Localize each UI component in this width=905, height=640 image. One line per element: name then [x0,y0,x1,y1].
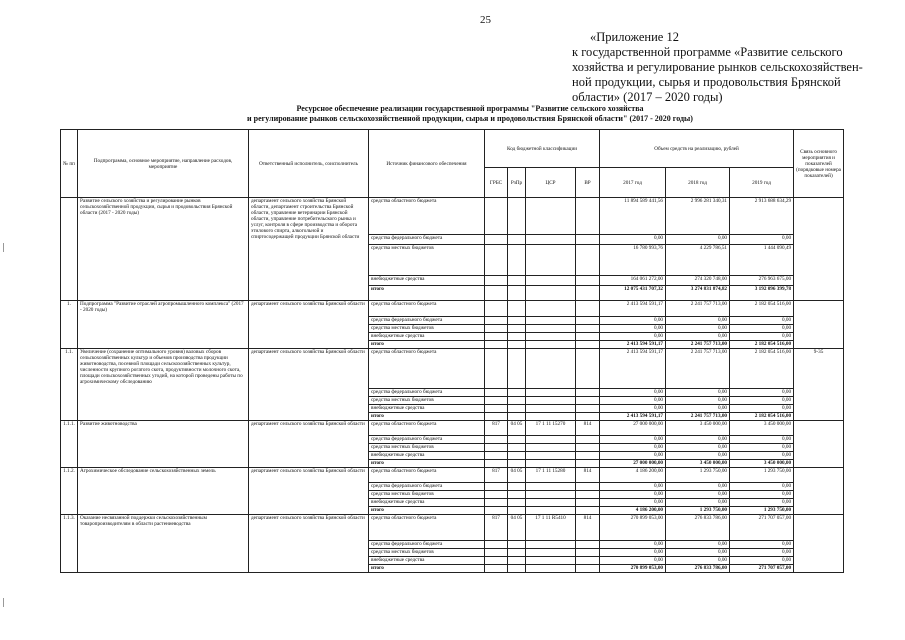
amount-2019: 1 293 750,00 [730,468,794,483]
responsible-executor: департамент сельского хозяйства Брянской области [249,349,369,421]
appendix-line-2: к государственной программе «Развитие сельского [572,45,843,59]
code-csr [526,286,576,301]
code-rzpr [508,507,526,515]
funding-source: средства местных бюджетов [369,397,485,405]
amount-2018: 0,00 [666,541,730,549]
code-vr [576,397,600,405]
code-csr [526,235,576,245]
amount-2017: 0,00 [600,317,666,325]
code-grbs: 817 [485,421,508,436]
code-csr: 17 1 11 15280 [526,468,576,483]
code-vr [576,317,600,325]
code-grbs [485,499,508,507]
code-vr [576,276,600,286]
code-grbs [485,565,508,573]
amount-2018: 3 274 831 874,82 [666,286,730,301]
funding-source: средства местных бюджетов [369,245,485,276]
amount-2018: 3 450 000,00 [666,421,730,436]
amount-2017: 0,00 [600,549,666,557]
code-csr [526,507,576,515]
code-vr [576,491,600,499]
code-grbs [485,198,508,235]
code-vr [576,301,600,317]
funding-source: итого [369,460,485,468]
code-rzpr [508,405,526,413]
header-vr: ВР [576,168,600,198]
code-rzpr: 04 05 [508,468,526,483]
code-vr [576,341,600,349]
amount-2019: 0,00 [730,389,794,397]
amount-2017: 27 000 000,00 [600,460,666,468]
row-number: 1.1.1. [61,421,78,468]
code-rzpr [508,286,526,301]
code-vr [576,549,600,557]
activity-name: Оказание несвязанной поддержки сельскохозяйственным товаропроизводителям в области растениеводства [78,515,249,573]
amount-2018: 2 996 281 340,31 [666,198,730,235]
code-csr: 17 1 11 R5410 [526,515,576,541]
amount-2019: 0,00 [730,235,794,245]
code-csr [526,491,576,499]
amount-2019: 1 293 750,00 [730,507,794,515]
code-csr [526,444,576,452]
code-vr: 814 [576,468,600,483]
table-row [61,301,844,317]
table-row [61,198,844,235]
amount-2017: 0,00 [600,397,666,405]
indicator-link: 9-35 [794,349,844,421]
responsible-executor: департамент сельского хозяйства Брянской области [249,515,369,573]
amount-2017: 0,00 [600,541,666,549]
code-rzpr [508,235,526,245]
funding-source: средства областного бюджета [369,468,485,483]
table-row [61,468,844,483]
code-grbs [485,483,508,491]
code-rzpr [508,436,526,444]
responsible-executor: департамент сельского хозяйства Брянской области [249,468,369,515]
code-rzpr [508,301,526,317]
code-vr [576,483,600,491]
code-grbs [485,405,508,413]
table-row [61,421,844,436]
amount-2019: 271 707 057,00 [730,565,794,573]
amount-2017: 16 780 993,76 [600,245,666,276]
code-rzpr [508,413,526,421]
funding-source: средства федерального бюджета [369,436,485,444]
code-grbs [485,436,508,444]
code-vr [576,245,600,276]
code-grbs [485,413,508,421]
code-vr [576,389,600,397]
scan-mark [3,598,4,607]
amount-2019: 3 192 096 399,78 [730,286,794,301]
code-vr: 814 [576,421,600,436]
header-num: № пп [61,130,78,198]
funding-source: итого [369,413,485,421]
code-rzpr [508,491,526,499]
code-rzpr [508,460,526,468]
funding-source: средства местных бюджетов [369,325,485,333]
amount-2018: 274 320 748,00 [666,276,730,286]
code-rzpr: 04 05 [508,515,526,541]
funding-source: средства областного бюджета [369,421,485,436]
table-row [61,349,844,389]
code-vr [576,413,600,421]
header-name: Подпрограмма, основное мероприятие, направление расходов, мероприятие [78,130,249,198]
amount-2017: 0,00 [600,389,666,397]
activity-name: Увеличение (сохранение оптимального уровня) валовых сборов сельскохозяйственных культур и объемов производства продукции животноводства, посевной площади сельскохозяйственных культур, численности крупного рогатого скота, продуктивности молочного скота, площади сельскохозяйственных угодий, на которой проведены работы по агрохимическому обследованию [78,349,249,421]
funding-source: внебюджетные средства [369,405,485,413]
amount-2018: 0,00 [666,452,730,460]
amount-2019: 0,00 [730,499,794,507]
amount-2019: 2 182 054 516,00 [730,301,794,317]
amount-2018: 276 833 786,00 [666,515,730,541]
code-grbs [485,325,508,333]
amount-2018: 0,00 [666,491,730,499]
funding-source: средства местных бюджетов [369,491,485,499]
header-2019: 2019 год [730,168,794,198]
header-2018: 2018 год [666,168,730,198]
code-csr [526,549,576,557]
code-rzpr [508,245,526,276]
code-csr [526,413,576,421]
code-csr: 17 1 11 15270 [526,421,576,436]
amount-2017: 0,00 [600,452,666,460]
code-csr [526,317,576,325]
code-grbs [485,235,508,245]
code-vr [576,460,600,468]
amount-2019: 0,00 [730,397,794,405]
amount-2018: 2 241 757 713,00 [666,413,730,421]
code-csr [526,397,576,405]
code-rzpr [508,499,526,507]
code-rzpr [508,333,526,341]
header-link: Связь основного мероприятия и показателей (порядковые номера показателей) [794,130,844,198]
funding-source: внебюджетные средства [369,333,485,341]
amount-2018: 0,00 [666,499,730,507]
header-volume: Объем средств на реализацию, рублей [600,130,794,168]
activity-name: Развитие сельского хозяйства и регулирование рынков сельскохозяйственной продукции, сырья и продовольствия Брянской области (2017 - 2020 годы) [78,198,249,301]
amount-2017: 0,00 [600,333,666,341]
amount-2017: 0,00 [600,325,666,333]
amount-2018: 0,00 [666,235,730,245]
code-grbs [485,389,508,397]
amount-2017: 0,00 [600,235,666,245]
amount-2017: 270 899 053,00 [600,515,666,541]
code-vr [576,499,600,507]
code-vr [576,541,600,549]
header-grbs: ГРБС [485,168,508,198]
funding-source: итого [369,507,485,515]
code-csr [526,301,576,317]
row-number: 1.1.2. [61,468,78,515]
amount-2019: 0,00 [730,444,794,452]
amount-2017: 2 413 594 591,17 [600,413,666,421]
header-rzpr: РзПр [508,168,526,198]
code-vr [576,444,600,452]
code-csr [526,483,576,491]
amount-2019: 271 707 057,00 [730,515,794,541]
code-csr [526,565,576,573]
amount-2019: 3 450 000,00 [730,460,794,468]
amount-2018: 1 293 750,00 [666,468,730,483]
amount-2018: 2 241 757 713,00 [666,341,730,349]
code-csr [526,325,576,333]
code-vr [576,452,600,460]
code-grbs [485,507,508,515]
amount-2018: 0,00 [666,557,730,565]
code-grbs [485,276,508,286]
amount-2019: 0,00 [730,557,794,565]
code-grbs [485,491,508,499]
code-grbs: 817 [485,515,508,541]
amount-2017: 0,00 [600,444,666,452]
amount-2019: 2 913 688 634,29 [730,198,794,235]
appendix-line-5: области» (2017 – 2020 годы) [572,90,723,104]
funding-source: средства федерального бюджета [369,483,485,491]
indicator-link [794,301,844,349]
amount-2017: 0,00 [600,499,666,507]
amount-2018: 4 229 786,51 [666,245,730,276]
code-rzpr [508,325,526,333]
code-vr: 814 [576,515,600,541]
amount-2018: 0,00 [666,397,730,405]
code-vr [576,507,600,515]
amount-2017: 164 061 272,00 [600,276,666,286]
funding-source: средства областного бюджета [369,515,485,541]
row-number [61,198,78,301]
amount-2018: 0,00 [666,436,730,444]
code-rzpr [508,557,526,565]
amount-2017: 2 413 594 591,17 [600,349,666,389]
funding-source: средства федерального бюджета [369,389,485,397]
code-grbs [485,549,508,557]
amount-2019: 276 963 675,00 [730,276,794,286]
code-grbs [485,444,508,452]
amount-2019: 1 444 090,49 [730,245,794,276]
code-vr [576,286,600,301]
code-rzpr [508,397,526,405]
amount-2018: 2 241 757 713,00 [666,349,730,389]
amount-2019: 2 182 054 516,00 [730,413,794,421]
funding-source: средства областного бюджета [369,349,485,389]
code-csr [526,389,576,397]
amount-2019: 2 182 054 516,00 [730,341,794,349]
funding-source: итого [369,286,485,301]
amount-2019: 0,00 [730,405,794,413]
code-csr [526,460,576,468]
amount-2017: 0,00 [600,405,666,413]
header-2017: 2017 год [600,168,666,198]
amount-2018: 0,00 [666,405,730,413]
amount-2018: 1 293 750,00 [666,507,730,515]
header-executor: Ответственный исполнитель, соисполнитель [249,130,369,198]
amount-2018: 0,00 [666,549,730,557]
code-vr [576,557,600,565]
activity-name: Агрохимическое обследование сельскохозяйственных земель [78,468,249,515]
appendix-note [572,30,872,105]
responsible-executor: департамент сельского хозяйства Брянской области [249,421,369,468]
funding-source: средства областного бюджета [369,301,485,317]
header-kbk: Код бюджетной классификации [485,130,600,168]
code-csr [526,333,576,341]
code-grbs [485,397,508,405]
code-grbs [485,341,508,349]
funding-source: средства местных бюджетов [369,549,485,557]
table-body [61,198,844,573]
amount-2019: 0,00 [730,325,794,333]
code-csr [526,452,576,460]
code-rzpr [508,276,526,286]
code-vr [576,198,600,235]
indicator-link [794,198,844,301]
code-csr [526,557,576,565]
indicator-link [794,515,844,573]
amount-2017: 270 899 053,00 [600,565,666,573]
code-vr [576,436,600,444]
amount-2017: 0,00 [600,557,666,565]
amount-2019: 0,00 [730,549,794,557]
code-rzpr [508,349,526,389]
funding-source: внебюджетные средства [369,499,485,507]
code-csr [526,405,576,413]
table-row [61,515,844,541]
row-number: 1.1.3. [61,515,78,573]
code-grbs [485,286,508,301]
code-rzpr [508,483,526,491]
amount-2018: 2 241 757 713,00 [666,301,730,317]
activity-name: Подпрограмма "Развитие отраслей агропромышленного комплекса" (2017 - 2020 годы) [78,301,249,349]
amount-2019: 0,00 [730,452,794,460]
code-grbs [485,333,508,341]
code-csr [526,198,576,235]
funding-source: средства областного бюджета [369,198,485,235]
amount-2019: 0,00 [730,317,794,325]
code-vr [576,325,600,333]
code-rzpr [508,341,526,349]
indicator-link [794,421,844,468]
amount-2019: 0,00 [730,541,794,549]
code-csr [526,349,576,389]
code-csr [526,436,576,444]
code-vr [576,333,600,341]
code-grbs [485,317,508,325]
page-number: 25 [480,14,491,26]
amount-2017: 11 894 589 441,56 [600,198,666,235]
code-vr [576,235,600,245]
code-rzpr [508,317,526,325]
document-title [150,104,790,124]
code-rzpr [508,389,526,397]
amount-2018: 0,00 [666,444,730,452]
code-vr [576,349,600,389]
amount-2017: 2 413 594 591,17 [600,341,666,349]
amount-2018: 0,00 [666,483,730,491]
funding-source: итого [369,565,485,573]
amount-2017: 0,00 [600,436,666,444]
code-grbs [485,301,508,317]
amount-2017: 12 075 431 707,32 [600,286,666,301]
activity-name: Развитие животноводства [78,421,249,468]
amount-2017: 4 186 200,00 [600,507,666,515]
code-grbs [485,557,508,565]
code-grbs [485,349,508,389]
funding-source: средства федерального бюджета [369,317,485,325]
amount-2019: 0,00 [730,483,794,491]
amount-2017: 0,00 [600,483,666,491]
amount-2019: 0,00 [730,436,794,444]
code-grbs [485,452,508,460]
code-rzpr [508,452,526,460]
code-rzpr [508,198,526,235]
scan-mark [3,243,4,252]
amount-2019: 3 450 000,00 [730,421,794,436]
funding-source: итого [369,341,485,349]
code-grbs [485,245,508,276]
amount-2018: 276 833 786,00 [666,565,730,573]
responsible-executor: департамент сельского хозяйства Брянской области, департамент строительства Брянской области, управление ветеринарии Брянской области, управление потребительского рынка и услуг, контроля в сфере производства и оборота этилового спирта, алкогольной и спиртосодержащей продукции Брянской области [249,198,369,301]
code-csr [526,245,576,276]
amount-2018: 0,00 [666,389,730,397]
amount-2017: 2 413 594 591,17 [600,301,666,317]
code-grbs [485,460,508,468]
funding-source: внебюджетные средства [369,557,485,565]
amount-2017: 4 186 200,00 [600,468,666,483]
row-number: 1. [61,301,78,349]
amount-2017: 27 000 000,00 [600,421,666,436]
appendix-line-4: ной продукции, сырья и продовольствия Брянской [572,75,841,89]
funding-source: внебюджетные средства [369,452,485,460]
resource-table [60,129,844,573]
amount-2019: 2 182 054 516,00 [730,349,794,389]
title-line-2: и регулирование рынков сельскохозяйственной продукции, сырья и продовольствия Брянской области" (2017 - 2020 годы) [247,114,693,123]
funding-source: внебюджетные средства [369,276,485,286]
code-rzpr: 04 05 [508,421,526,436]
code-rzpr [508,444,526,452]
code-vr [576,405,600,413]
appendix-line-3: хозяйства и регулирование рынков сельскохозяйствен- [572,60,863,74]
funding-source: средства местных бюджетов [369,444,485,452]
amount-2018: 0,00 [666,325,730,333]
row-number: 1.1. [61,349,78,421]
code-rzpr [508,549,526,557]
code-vr [576,565,600,573]
responsible-executor: департамент сельского хозяйства Брянской области [249,301,369,349]
amount-2019: 0,00 [730,333,794,341]
code-csr [526,276,576,286]
amount-2018: 0,00 [666,333,730,341]
code-grbs [485,541,508,549]
indicator-link [794,468,844,515]
amount-2019: 0,00 [730,491,794,499]
appendix-line-1: «Приложение 12 [590,30,679,44]
amount-2018: 3 450 000,00 [666,460,730,468]
code-csr [526,499,576,507]
amount-2017: 0,00 [600,491,666,499]
header-source: Источник финансового обеспечения [369,130,485,198]
code-csr [526,341,576,349]
title-line-1: Ресурсное обеспечение реализации государственной программы "Развитие сельского хозяйства [296,104,644,113]
code-csr [526,541,576,549]
funding-source: средства федерального бюджета [369,541,485,549]
amount-2018: 0,00 [666,317,730,325]
code-rzpr [508,541,526,549]
code-grbs: 817 [485,468,508,483]
funding-source: средства федерального бюджета [369,235,485,245]
code-rzpr [508,565,526,573]
header-csr: ЦСР [526,168,576,198]
